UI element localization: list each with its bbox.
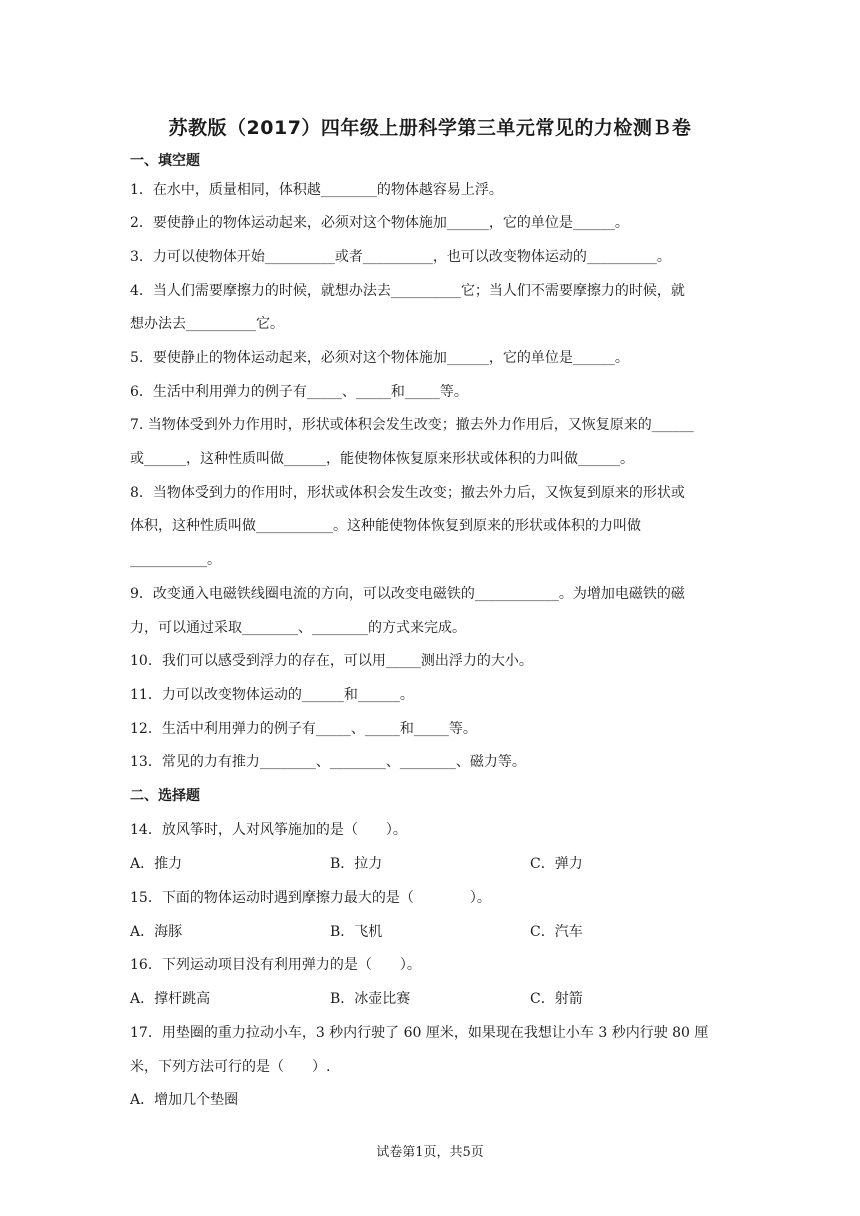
question-15: 15．下面的物体运动时遇到摩擦力最大的是（ ）。 xyxy=(130,890,491,906)
q14-option-c: C．弹力 xyxy=(530,856,583,872)
question-8-line-1: 8．当物体受到力的作用时，形状或体积会发生改变；撤去外力后，又恢复到原来的形状或 xyxy=(130,485,685,501)
q15-option-a: A．海豚 xyxy=(130,924,183,940)
question-10: 10．我们可以感受到浮力的存在，可以用_____测出浮力的大小。 xyxy=(130,653,533,669)
question-6: 6．生活中利用弹力的例子有_____、_____和_____等。 xyxy=(130,384,468,400)
question-13: 13．常见的力有推力________、________、________、磁力等。 xyxy=(130,754,526,770)
q16-option-a: A．撑杆跳高 xyxy=(130,991,211,1007)
question-17-line-1: 17．用垫圈的重力拉动小车，3 秒内行驶了 60 厘米，如果现在我想让小车 3 秒内行驶 80 厘 xyxy=(130,1025,709,1041)
question-3: 3．力可以使物体开始__________或者__________，也可以改变物体运动的__________。 xyxy=(130,249,671,265)
section-fill-in-blank: 一、填空题 xyxy=(130,153,200,169)
question-9-line-2: 力，可以通过采取________、________的方式来完成。 xyxy=(130,620,466,636)
q14-option-a: A．推力 xyxy=(130,856,183,872)
question-12: 12．生活中利用弹力的例子有_____、_____和_____等。 xyxy=(130,721,477,737)
question-7-line-2: 或______，这种性质叫做______，能使物体恢复原来形状或体积的力叫做______。 xyxy=(130,451,634,467)
q15-option-b: B．飞机 xyxy=(330,924,383,940)
q16-option-b: B．冰壶比赛 xyxy=(330,991,411,1007)
q14-option-b: B．拉力 xyxy=(330,856,383,872)
question-4-line-1: 4．当人们需要摩擦力的时候，就想办法去__________它；当人们不需要摩擦力的时候，就 xyxy=(130,283,685,299)
question-4-line-2: 想办法去__________它。 xyxy=(130,316,284,332)
q16-option-c: C．射箭 xyxy=(530,991,583,1007)
question-8-line-3: ___________。 xyxy=(130,552,221,568)
question-17-line-2: 米，下列方法可行的是（ ）. xyxy=(130,1059,331,1075)
question-8-line-2: 体积，这种性质叫做___________。这种能使物体恢复到原来的形状或体积的力叫做 xyxy=(130,518,641,534)
question-14: 14．放风筝时，人对风筝施加的是（ ）。 xyxy=(130,822,407,838)
question-5: 5．要使静止的物体运动起来，必须对这个物体施加______，它的单位是______。 xyxy=(130,350,629,366)
page-footer: 试卷第1页，共5页 xyxy=(376,1145,484,1160)
page-title: 苏教版（2017）四年级上册科学第三单元常见的力检测Ｂ卷 xyxy=(168,117,692,139)
question-2: 2．要使静止的物体运动起来，必须对这个物体施加______，它的单位是______。 xyxy=(130,215,629,231)
section-multiple-choice: 二、选择题 xyxy=(130,788,200,804)
question-7-line-1: 7. 当物体受到外力作用时，形状或体积会发生改变；撤去外力作用后，又恢复原来的______ xyxy=(130,417,694,433)
q15-option-c: C．汽车 xyxy=(530,924,583,940)
question-16: 16．下列运动项目没有利用弹力的是（ ）。 xyxy=(130,957,421,973)
question-9-line-1: 9．改变通入电磁铁线圈电流的方向，可以改变电磁铁的____________。为增加电磁铁的磁 xyxy=(130,586,685,602)
q17-option-a: A．增加几个垫圈 xyxy=(130,1092,239,1108)
question-11: 11．力可以改变物体运动的______和______。 xyxy=(130,687,414,703)
question-1: 1．在水中，质量相同，体积越________的物体越容易上浮。 xyxy=(130,182,503,198)
